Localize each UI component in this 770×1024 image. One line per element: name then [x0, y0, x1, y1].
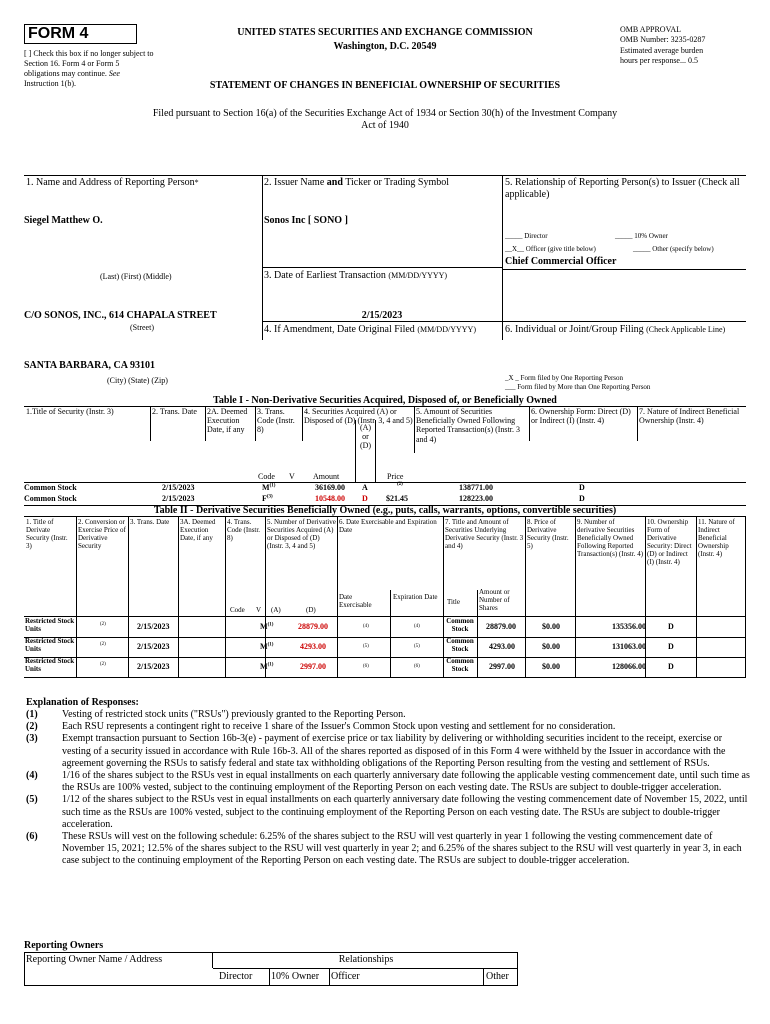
t2-sub-a: (A) — [271, 606, 281, 614]
relationship-ten-pct: _____ 10% Owner — [615, 232, 668, 240]
list-item: (1) Vesting of restricted stock units ("RSUs") previously granted to the Reporting Person. — [26, 709, 406, 720]
t1-h7: 7. Nature of Indirect Beneficial Ownership (Instr. 4) — [639, 407, 740, 426]
owners-other: Other — [486, 971, 509, 982]
t1-h2a: 2A. Deemed Execution Date, if any — [207, 407, 248, 435]
t1-sub-price: Price — [387, 472, 404, 481]
issuer-value: Sonos Inc [ SONO ] — [264, 215, 348, 226]
relationship-other: _____ Other (specify below) — [633, 245, 714, 253]
t2-h3a: 3A. Deemed Execution Date, if any — [180, 518, 216, 543]
t2-h1: 1. Title of Derivate Security (Instr. 3) — [26, 518, 68, 551]
t2-sub-expiration: Expiration Date — [393, 593, 438, 601]
t1-sub-amount: Amount — [313, 472, 340, 481]
t2-h7: 7. Title and Amount of Securities Underlying Derivative Security (Instr. 3 and 4) — [445, 518, 524, 551]
list-item: (5) 1/12 of the shares subject to the RSUs vest in equal installments on each quarterly anniversary date following the vesting commencement date of November 15, 2022, until such time as the RSUs are 100% vested, subject to the continuing employment of the Reporting Person on each vesting date. The RSUs are subject to double-trigger acceleration. — [26, 794, 748, 830]
filed-pursuant: Filed pursuant to Section 16(a) of the Securities Exchange Act of 1934 or Section 30(h) of the Investment Company Act of 1940 — [152, 108, 618, 131]
reporter-name: Siegel Matthew O. — [24, 215, 103, 226]
t1-h3: 3. Trans. Code (Instr. 8) — [257, 407, 295, 435]
earliest-date-value: 2/15/2023 — [361, 310, 403, 321]
reporter-city: SANTA BARBARA, CA 93101 — [24, 360, 155, 371]
t1-h2: 2. Trans. Date — [152, 407, 197, 416]
reporter-name-parts: (Last) (First) (Middle) — [100, 272, 172, 281]
form-title: FORM 4 — [28, 25, 89, 42]
filing-label: 6. Individual or Joint/Group Filing (Check Applicable Line) — [505, 324, 726, 335]
t2-h5: 5. Number of Derivative Securities Acquired (A) or Disposed of (D) (Instr. 3, 4 and 5) — [267, 518, 336, 551]
relationship-officer: __X__ Officer (give title below) — [505, 245, 596, 253]
t2-sub-amount: Amount or Number of Shares — [479, 588, 510, 613]
owners-col-name: Reporting Owner Name / Address — [26, 954, 163, 965]
owners-ten-pct: 10% Owner — [271, 971, 320, 982]
t2-h11: 11. Nature of Indirect Beneficial Ownership (Instr. 4) — [698, 518, 735, 559]
table-row: Common Stock 2/15/2023 $M^{(1)}$ 36169.00 A (2) 138771.00 D — [24, 482, 585, 492]
owners-title: Reporting Owners — [24, 940, 104, 951]
agency-city: Washington, D.C. 20549 — [333, 41, 437, 52]
statement-title: STATEMENT OF CHANGES IN BENEFICIAL OWNERSHIP OF SECURITIES — [209, 80, 561, 91]
t2-h2: 2. Conversion or Exercise Price of Derivative Security — [78, 518, 126, 551]
reporter-street: C/O SONOS, INC., 614 CHAPALA STREET — [24, 310, 217, 321]
relationship-director: _____ Director — [505, 232, 548, 240]
agency-name: UNITED STATES SECURITIES AND EXCHANGE COMMISSION — [237, 27, 533, 38]
t2-sub-d: (D) — [306, 606, 316, 614]
officer-title: Chief Commercial Officer — [505, 256, 617, 267]
t1-h4: 4. Securities Acquired (A) or Disposed of (D) (Instr. 3, 4 and 5) — [304, 407, 413, 426]
t2-h6: 6. Date Exercisable and Expiration Date — [339, 518, 437, 535]
t2-h10: 10. Ownership Form of Derivative Security: Direct (D) or Indirect (I) (Instr. 4) — [647, 518, 692, 567]
earliest-date-label: 3. Date of Earliest Transaction (MM/DD/YYYY) — [264, 270, 448, 281]
list-item: (6) These RSUs will vest on the following schedule: 6.25% of the shares subject to the RSU will vest quarterly in year 1 following the vesting commencement date of November 15, 2021; 12.5% of the shares subject to the RSU will vest quarterly in year 2; and 6.25% of the shares subject to the RSU will vest quarterly in year 3, in each case subject to the continuing employment of the Reporting Person on each vesting date. The RSUs are subject to double-trigger acceleration. — [26, 830, 742, 867]
form-title-box — [24, 24, 137, 44]
relationship-label: 5. Relationship of Reporting Person(s) to Issuer (Check all applicable) — [505, 177, 740, 200]
t1-h1: 1.Title of Security (Instr. 3) — [26, 407, 114, 416]
explanation-title: Explanation of Responses: — [26, 697, 139, 708]
reporter-street-label: (Street) — [130, 323, 154, 332]
t2-sub-exercisable: Date Exercisable — [339, 593, 372, 610]
filing-more-persons: ___ Form filed by More than One Reporting Person — [505, 383, 651, 391]
t2-sub-title: Title — [447, 598, 460, 606]
table2-title: Table II - Derivative Securities Beneficially Owned (e.g., puts, calls, warrants, options, convertible securities) — [153, 505, 617, 516]
issuer-label: 2. Issuer Name and Ticker or Trading Symbol — [264, 177, 450, 188]
t2-h3: 3. Trans. Date — [130, 518, 170, 526]
t2-h9: 9. Number of derivative Securities Beneficially Owned Following Reported Transaction(s) (Instr. 4) — [577, 518, 644, 559]
table-row: Restricted Stock Units (2) 2/15/2023 $M^{(1)}$ 28879.00 (4) (4) Common Stock 28879.00 $0.00 135356.00 D — [25, 617, 674, 634]
table-row: Restricted Stock Units (2) 2/15/2023 $M^{(1)}$ 2997.00 (6) (6) Common Stock 2997.00 $0.00 128066.00 D — [25, 657, 674, 674]
t2-h8: 8. Price of Derivative Security (Instr. 5) — [527, 518, 569, 551]
table-row: Common Stock 2/15/2023 $F^{(3)}$ 10548.00 D $21.45 128223.00 D — [24, 494, 585, 503]
t2-h4: 4. Trans. Code (Instr. 8) — [227, 518, 261, 543]
table1-title: Table I - Non-Derivative Securities Acquired, Disposed of, or Beneficially Owned — [213, 395, 557, 406]
explanation-list — [26, 709, 751, 867]
t1-sub-v: V — [289, 472, 295, 481]
table-row: Restricted Stock Units (2) 2/15/2023 $M^{(1)}$ 4293.00 (5) (5) Common Stock 4293.00 $0.00 131063.00 D — [25, 637, 674, 654]
t1-h6: 6. Ownership Form: Direct (D) or Indirect (I) (Instr. 4) — [531, 407, 631, 426]
no-longer-subject-checkbox[interactable]: [ ] Check this box if no longer subject to Section 16. Form 4 or Form 5 obligations may continue. See Instruction 1(b). — [24, 49, 154, 88]
list-item: (3) Exempt transaction pursuant to Section 16b-3(e) - payment of exercise price or tax liability by delivering or withholding securities incident to the receipt, exercise or vesting of a security issued in accordance with Rule 16b-3. All of the shares reported as disposed of in this Form 4 were withheld by the Issuer in accordance with the agreement governing the RSUs to satisfy federal and state tax withholding obligations of the Reporting Person resulting from the vesting and settlement of RSUs. — [26, 733, 726, 769]
t1-h5: 5. Amount of Securities Beneficially Owned Following Reported Transaction(s) (Instr. 3 and 4) — [416, 407, 520, 444]
list-item: (4) 1/16 of the shares subject to the RSUs vest in equal installments on each quarterly anniversary date following the applicable vesting commencement date, until such time as the RSUs are 100% vested, subject to the continuing employment of the Reporting Person on each vesting date. The RSUs are subject to double-trigger acceleration. — [26, 769, 750, 794]
amendment-label: 4. If Amendment, Date Original Filed (MM/DD/YYYY) — [264, 324, 476, 335]
owners-table — [24, 952, 518, 986]
t2-sub-v: V — [256, 606, 262, 614]
filing-one-person: _X _ Form filed by One Reporting Person — [505, 374, 624, 382]
owners-officer: Officer — [331, 971, 360, 982]
owners-director: Director — [219, 971, 253, 982]
reporter-label: 1. Name and Address of Reporting Person* — [26, 177, 199, 188]
list-item: (2) Each RSU represents a contingent right to receive 1 share of the Issuer's Common Stock upon vesting and settlement for no consideration. — [26, 721, 616, 733]
t1-sub-code: Code — [258, 472, 275, 481]
owners-col-rel: Relationships — [338, 954, 394, 965]
omb-approval: OMB APPROVAL OMB Number: 3235-0287 Estimated average burden hours per response... 0.5 — [620, 25, 706, 66]
reporter-city-label: (City) (State) (Zip) — [107, 376, 168, 385]
t1-sub-aord: (A) or (D) — [359, 423, 372, 451]
t2-sub-code: Code — [230, 606, 245, 614]
